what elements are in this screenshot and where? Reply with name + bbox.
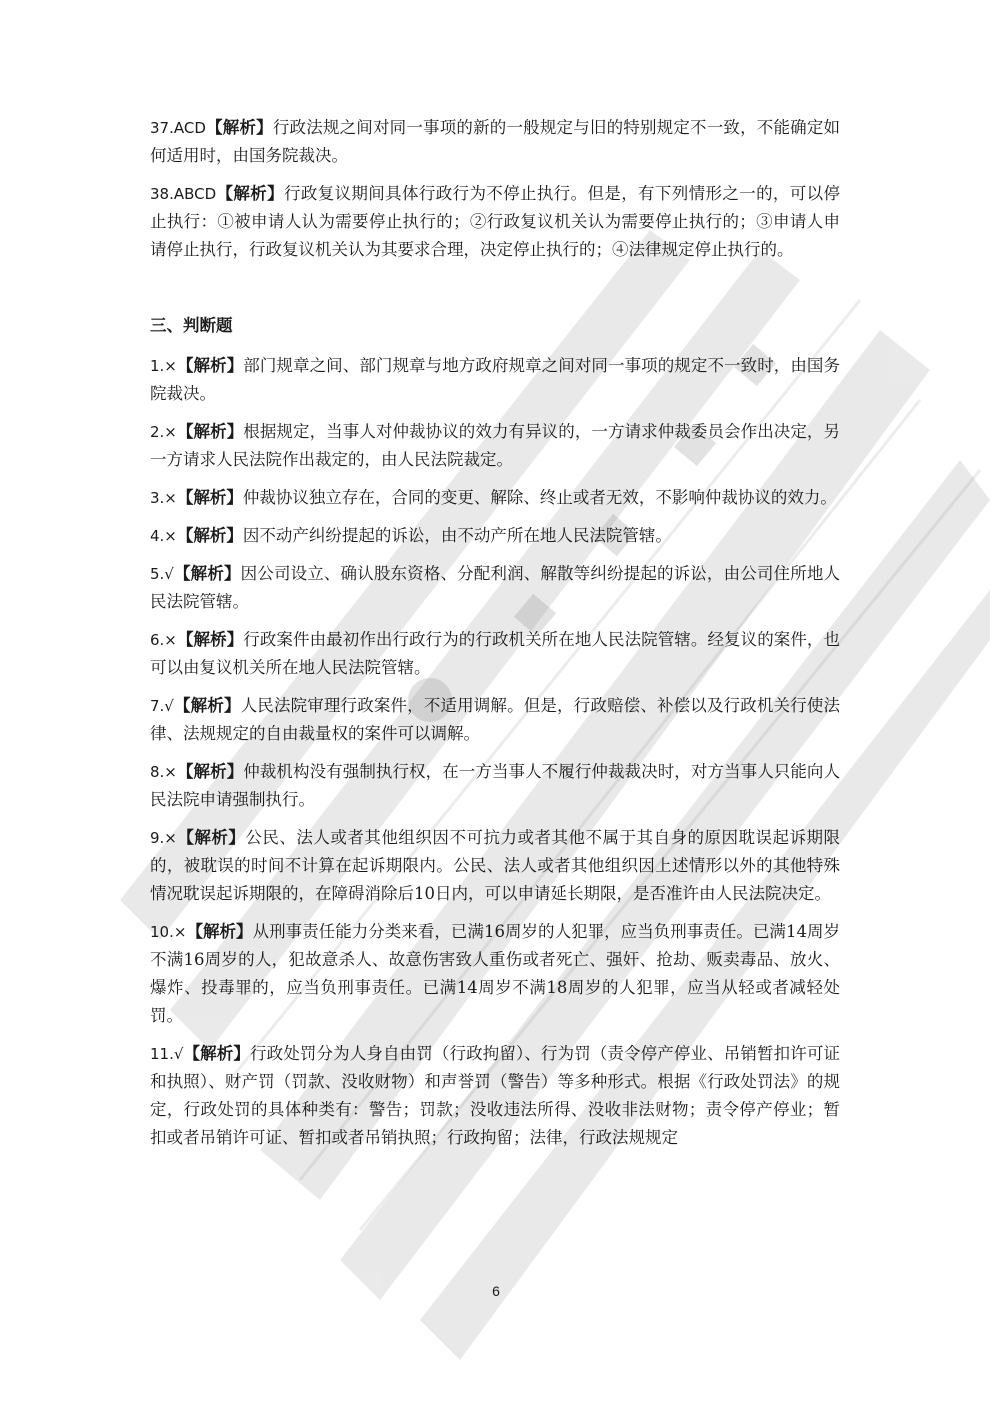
item-text: 行政案件由最初作出行政行为的行政机关所在地人民法院管辖。经复议的案件，也可以由复议机关所在地人民法院管辖。 xyxy=(150,630,841,677)
item-text: 行政法规之间对同一事项的新的一般规定与旧的特别规定不一致，不能确定如何适用时，由国务院裁决。 xyxy=(150,118,841,165)
item-number: 3.× xyxy=(150,489,177,507)
item-number: 5.√ xyxy=(150,565,174,583)
judgment-item-10 xyxy=(150,918,840,1030)
judgment-item-1 xyxy=(150,352,840,408)
item-number: 4.× xyxy=(150,527,177,545)
item-text: 根据规定，当事人对仲裁协议的效力有异议的，一方请求仲裁委员会作出决定，另一方请求人民法院作出裁定的，由人民法院裁定。 xyxy=(150,422,841,469)
item-number: 38.ABCD xyxy=(150,185,217,203)
judgment-item-7 xyxy=(150,692,840,748)
item-number: 10.× xyxy=(150,923,187,941)
item-number: 11.√ xyxy=(150,1045,184,1063)
item-number: 9.× xyxy=(150,829,177,847)
item-text: 仲裁协议独立存在，合同的变更、解除、终止或者无效，不影响仲裁协议的效力。 xyxy=(242,488,837,507)
analysis-tag: 【解析】 xyxy=(176,828,246,847)
judgment-item-4 xyxy=(150,522,840,550)
item-text: 行政处罚分为人身自由罚（行政拘留）、行为罚（责令停产停业、吊销暂扣许可证和执照）、财产罚（罚款、没收财物）和声誉罚（警告）等多种形式。根据《行政处罚法》的规定，行政处罚的具体种类有：警告；罚款；没收违法所得、没收非法财物；责令停产停业；暂扣或者吊销许可证、暂扣或者吊销执照；行政拘留；法律，行政法规规定 xyxy=(150,1044,841,1147)
answer-item-38 xyxy=(150,180,840,264)
item-text: 人民法院审理行政案件，不适用调解。但是，行政赔偿、补偿以及行政机关行使法律、法规规定的自由裁量权的案件可以调解。 xyxy=(150,696,840,743)
item-text: 因公司设立、确认股东资格、分配利润、解散等纠纷提起的诉讼，由公司住所地人民法院管辖。 xyxy=(150,564,840,611)
item-text: 因不动产纠纷提起的诉讼，由不动产所在地人民法院管辖。 xyxy=(242,526,672,545)
judgment-item-6 xyxy=(150,626,840,682)
item-text: 行政复议期间具体行政行为不停止执行。但是，有下列情形之一的，可以停止执行：①被申请人认为需要停止执行的；②行政复议机关认为需要停止执行的；③申请人申请停止执行，行政复议机关认为其要求合理，决定停止执行的；④法律规定停止执行的。 xyxy=(150,184,841,259)
judgment-item-9 xyxy=(150,824,840,908)
item-number: 6.× xyxy=(150,631,177,649)
analysis-tag: 【解析】 xyxy=(173,696,241,715)
analysis-tag: 【解析】 xyxy=(183,1044,251,1063)
item-text: 从刑事责任能力分类来看，已满16周岁的人犯罪，应当负刑事责任。已满14周岁不满16周岁的人，犯故意杀人、故意伤害致人重伤或者死亡、强奸、抢劫、贩卖毒品、放火、爆炸、投毒罪的，应当负刑事责任。已满14周岁不满18周岁的人犯罪，应当从轻或者减轻处罚。 xyxy=(150,922,840,1025)
analysis-tag: 【解析】 xyxy=(186,922,253,941)
analysis-tag: 【解析】 xyxy=(205,118,273,137)
analysis-tag: 【解析】 xyxy=(176,762,244,781)
judgment-item-3 xyxy=(150,484,840,512)
analysis-tag: 【解析】 xyxy=(176,422,244,441)
analysis-tag: 【解桥】 xyxy=(176,630,244,649)
item-number: 2.× xyxy=(150,423,177,441)
item-number: 1.× xyxy=(150,357,177,375)
item-number: 7.√ xyxy=(150,697,174,715)
item-text: 仲裁机构没有强制执行权，在一方当事人不履行仲裁裁决时，对方当事人只能向人民法院申请强制执行。 xyxy=(150,762,841,809)
answer-item-37 xyxy=(150,114,840,170)
judgment-item-5 xyxy=(150,560,840,616)
item-number: 37.ACD xyxy=(150,119,206,137)
analysis-tag: 【解析】 xyxy=(176,356,244,375)
answer-explanations xyxy=(150,114,840,1162)
page-number: 6 xyxy=(492,1283,500,1299)
analysis-tag: 【解析】 xyxy=(173,564,241,583)
judgment-item-2 xyxy=(150,418,840,474)
analysis-tag: 【解析】 xyxy=(176,526,243,545)
section-heading: 三、判断题 xyxy=(150,316,233,335)
item-text: 公民、法人或者其他组织因不可抗力或者其他不属于其自身的原因耽误起诉期限的，被耽误的时间不计算在起诉期限内。公民、法人或者其他组织因上述情形以外的其他特殊情况耽误起诉期限的，在障碍消除后10日内，可以申请延长期限，是否准许由人民法院决定。 xyxy=(150,828,841,903)
analysis-tag: 【解析】 xyxy=(216,184,284,203)
judgment-item-11 xyxy=(150,1040,840,1152)
item-number: 8.× xyxy=(150,763,177,781)
judgment-item-8 xyxy=(150,758,840,814)
analysis-tag: 【解析】 xyxy=(176,488,243,507)
item-text: 部门规章之间、部门规章与地方政府规章之间对同一事项的规定不一致时，由国务院裁决。 xyxy=(150,356,841,403)
